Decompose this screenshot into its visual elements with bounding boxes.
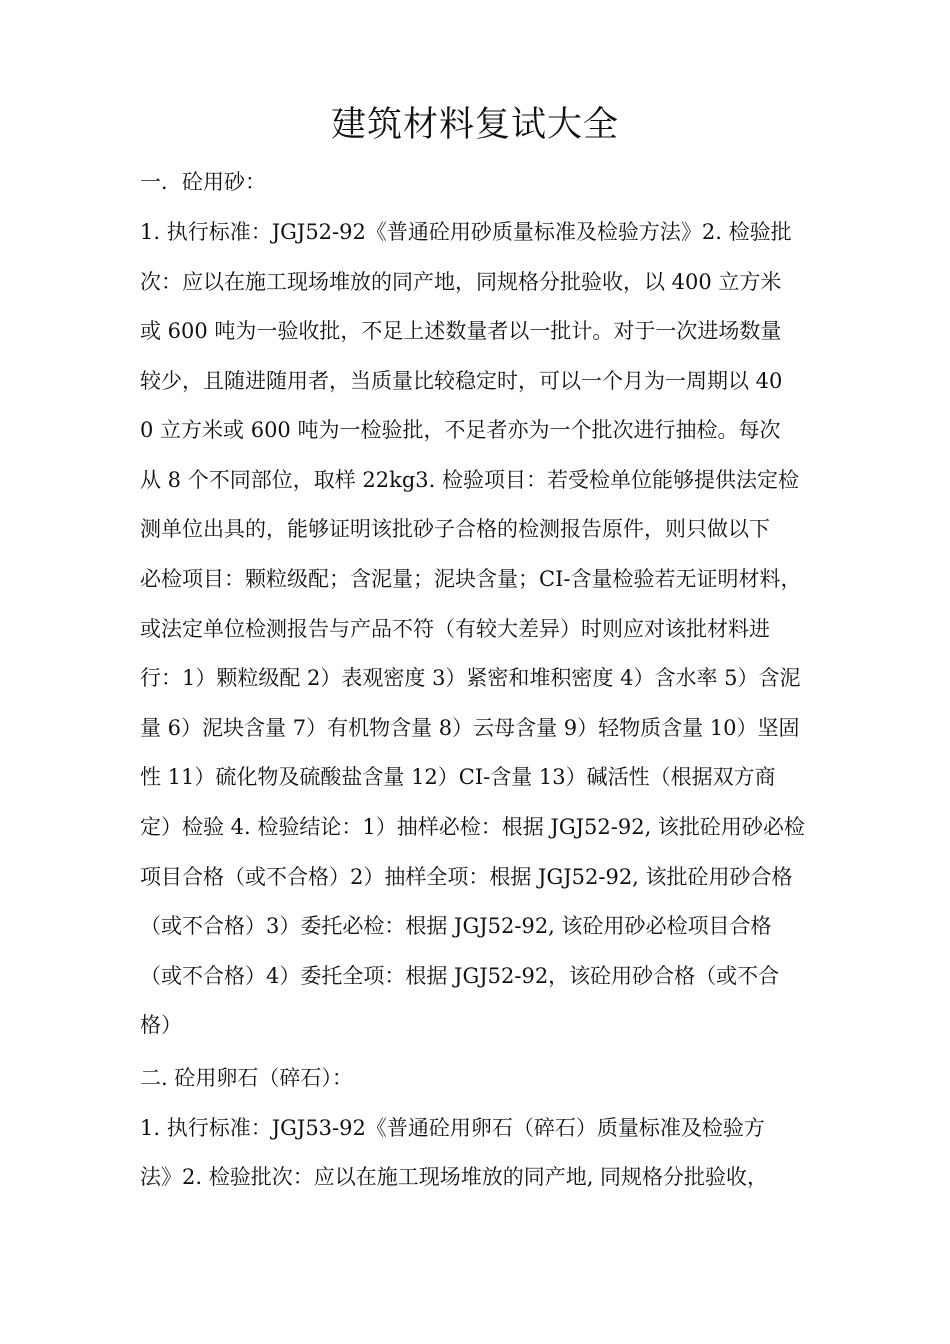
body-line: 性 11）硫化物及硫酸盐含量 12）CI-含量 13）碱活性（根据双方商 bbox=[140, 765, 776, 789]
body-line: 较少，且随进随用者，当质量比较稳定时，可以一个月为一周期以 40 bbox=[140, 369, 783, 393]
body-line: 必检项目：颗粒级配；含泥量；泥块含量；CI-含量检验若无证明材料， bbox=[140, 567, 802, 591]
document-title: 建筑材料复试大全 bbox=[330, 105, 619, 145]
body-line: 从 8 个不同部位，取样 22kg3. 检验项目：若受检单位能够提供法定检 bbox=[140, 468, 799, 492]
body-line: 1. 执行标准：JGJ52-92《普通砼用砂质量标准及检验方法》2. 检验批 bbox=[140, 220, 792, 244]
body-line: （或不合格）4）委托全项：根据 JGJ52-92，该砼用砂合格（或不合 bbox=[140, 964, 780, 988]
body-line: 项目合格（或不合格）2）抽样全项：根据 JGJ52-92, 该批砼用砂合格 bbox=[140, 865, 793, 889]
body-line: 定）检验 4. 检验结论：1）抽样必检：根据 JGJ52-92, 该批砼用砂必检 bbox=[140, 815, 805, 839]
body-line: 或 600 吨为一验收批，不足上述数量者以一批计。对于一次进场数量 bbox=[140, 319, 782, 343]
body-line: 行：1）颗粒级配 2）表观密度 3）紧密和堆积密度 4）含水率 5）含泥 bbox=[140, 666, 801, 690]
body-line: 次：应以在施工现场堆放的同产地，同规格分批验收，以 400 立方米 bbox=[140, 270, 782, 294]
section-heading-sand: 一．砼用砂： bbox=[140, 170, 266, 194]
body-line: 法》2. 检验批次：应以在施工现场堆放的同产地, 同规格分批验收， bbox=[140, 1165, 769, 1189]
section-heading-gravel: 二. 砼用卵石（碎石）： bbox=[140, 1066, 353, 1090]
body-line: 量 6）泥块含量 7）有机物含量 8）云母含量 9）轻物质含量 10）坚固 bbox=[140, 716, 800, 740]
body-line: （或不合格）3）委托必检：根据 JGJ52-92, 该砼用砂必检项目合格 bbox=[140, 914, 772, 938]
body-line: 0 立方米或 600 吨为一检验批，不足者亦为一个批次进行抽检。每次 bbox=[140, 418, 781, 442]
body-line: 或法定单位检测报告与产品不符（有较大差异）时则应对该批材料进 bbox=[140, 617, 770, 641]
body-line: 格） bbox=[140, 1013, 182, 1037]
body-line: 1. 执行标准：JGJ53-92《普通砼用卵石（碎石）质量标准及检验方 bbox=[140, 1116, 765, 1140]
body-line: 测单位出具的，能够证明该批砂子合格的检测报告原件，则只做以下 bbox=[140, 517, 770, 541]
